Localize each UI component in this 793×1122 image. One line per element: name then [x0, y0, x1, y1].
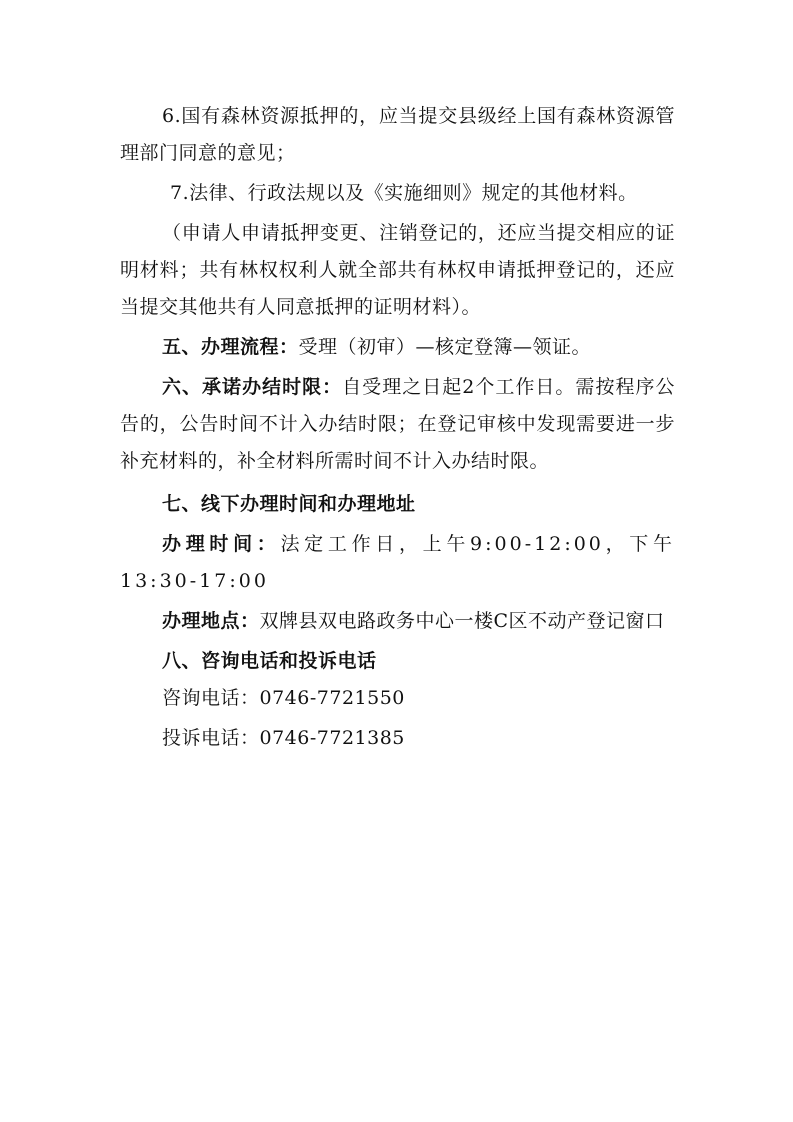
material-item-6: 6.国有森林资源抵押的，应当提交县级经上国有森林资源管理部门同意的意见； — [120, 105, 675, 164]
section-8-heading: 八、咨询电话和投诉电话 — [162, 650, 377, 672]
section-6-label: 六、承诺办结时限： — [162, 376, 343, 398]
office-address-text: 双牌县双电路政务中心一楼C区不动产登记窗口 — [259, 610, 665, 632]
section-6-time-limit — [120, 369, 675, 480]
office-hours-text: 法定工作日，上午9:00-12:00，下午13:30-17:00 — [120, 533, 675, 592]
material-note: （申请人申请抵押变更、注销登记的，还应当提交相应的证明材料；共有林权权利人就全部共有林权申请抵押登记的，还应当提交其他共有人同意抵押的证明材料）。 — [120, 222, 675, 318]
section-5-process — [120, 329, 675, 366]
material-item-7: 7.法律、行政法规以及《实施细则》规定的其他材料。 — [170, 182, 638, 204]
consult-phone: 咨询电话：0746-7721550 — [162, 687, 405, 709]
office-hours — [120, 526, 675, 600]
office-address — [120, 603, 675, 640]
document-body — [120, 98, 675, 757]
office-address-label: 办理地点： — [162, 610, 260, 632]
section-5-text: 受理（初审）—核定登簿—领证。 — [298, 336, 592, 358]
office-hours-label: 办理时间： — [162, 533, 281, 555]
section-7-heading: 七、线下办理时间和办理地址 — [162, 493, 416, 515]
section-6-text: 自受理之日起2个工作日。需按程序公告的，公告时间不计入办结时限；在登记审核中发现需要进一步补充材料的，补全材料所需时间不计入办结时限。 — [120, 376, 675, 472]
section-5-label: 五、办理流程： — [162, 336, 299, 358]
complaint-phone: 投诉电话：0746-7721385 — [162, 727, 405, 749]
